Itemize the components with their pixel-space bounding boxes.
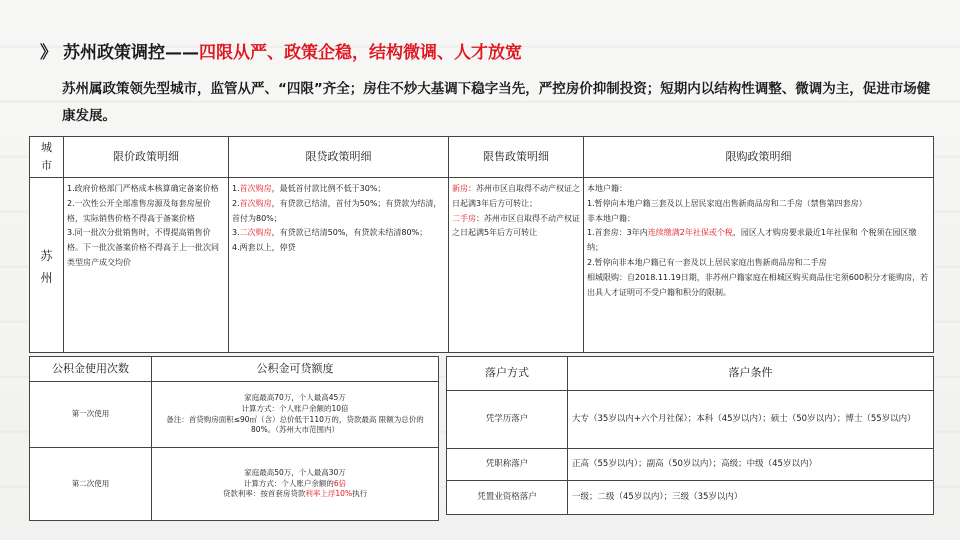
- fund-header-count: 公积金使用次数: [30, 357, 152, 382]
- fund-header: [30, 357, 439, 382]
- header-loan: 限贷政策明细: [229, 137, 449, 178]
- fund-row-first: [30, 382, 439, 448]
- purchase-line: 非本地户籍：: [587, 213, 635, 223]
- housing-fund-table: [29, 356, 439, 521]
- price-item: 1.政府价格部门严格成本核算确定备案价格: [67, 184, 219, 193]
- policy-row-suzhou: [30, 178, 934, 353]
- settle-header-condition: 落户条件: [568, 357, 934, 391]
- header-price: 限价政策明细: [64, 137, 229, 178]
- settle-label: 凭置业资格落户: [447, 481, 568, 515]
- title-black: 苏州政策调控——: [63, 43, 199, 63]
- loan-item: 1.首次购房，最低首付款比例不低于30%；: [232, 184, 386, 193]
- settle-value: 大专（35岁以内+六个月社保）；本科（45岁以内）；硕士（50岁以内）；博士（55岁以内）: [568, 391, 934, 449]
- settle-label: 凭职称落户: [447, 449, 568, 481]
- fund-header-amount: 公积金可贷额度: [152, 357, 439, 382]
- header-sale: 限售政策明细: [449, 137, 584, 178]
- header-city: 城 市: [30, 137, 64, 178]
- sale-item: 二手房：苏州市区自取得不动产权证之日起满5年后方可转让: [452, 213, 580, 238]
- settle-value: 正高（55岁以内）；副高（50岁以内）；高级；中级（45岁以内）: [568, 449, 934, 481]
- settle-row: [447, 481, 934, 515]
- fund-label: 第一次使用: [30, 382, 152, 448]
- fund-detail: 家庭最高50万，个人最高30万 计算方式：个人账户余额的6倍 贷款利率：按首套房贷款利率上浮10%执行: [152, 448, 439, 521]
- settle-label: 凭学历落户: [447, 391, 568, 449]
- header-purchase: 限购政策明细: [584, 137, 934, 178]
- title-highlight: 四限从严、政策企稳，结构微调、人才放宽: [199, 43, 522, 63]
- loan-item: 3.二次购房，有贷款已结清50%，有贷款未结清80%；: [232, 228, 428, 238]
- purchase-line: 1.暂停向本地户籍三套及以上居民家庭出售新商品房和二手房（禁售第四套房）: [587, 198, 867, 208]
- purchase-cell: [584, 178, 934, 353]
- price-cell: [64, 178, 229, 353]
- purchase-line: 2.暂停向非本地户籍已有一套及以上居民家庭出售新商品房和二手房: [587, 257, 827, 267]
- settle-row: [447, 449, 934, 481]
- purchase-line: 本地户籍：: [587, 184, 627, 193]
- loan-item: 2.首次购房，有贷款已结清，首付为50%；有贷款为结清，首付为80%；: [232, 198, 442, 223]
- loan-cell: [229, 178, 449, 353]
- purchase-line: 1.首套房：3年内连续缴满2年社保或个税，园区人才购房要求最近1年社保和 个税须在园区缴纳；: [587, 228, 917, 253]
- fund-label: 第二次使用: [30, 448, 152, 521]
- purchase-line: 相城限购：自2018.11.19日期，非苏州户籍家庭在相城区购买商品住宅须600积分才能购房，若出具人才证明可不受户籍和积分的限制。: [587, 272, 929, 297]
- price-item: 3.同一批次分批销售时，不得提高销售价格。下一批次备案价格不得高于上一批次同类型房产成交均价: [67, 228, 219, 267]
- sale-cell: [449, 178, 584, 353]
- fund-row-second: [30, 448, 439, 521]
- settle-header-method: 落户方式: [447, 357, 568, 391]
- policy-table-header: [30, 137, 934, 178]
- price-item: 2.一次性公开全部准售房源及每套房屋价格，实际销售价格不得高于备案价格: [67, 198, 211, 223]
- settle-value: 一级；二级（45岁以内）；三级（35岁以内）: [568, 481, 934, 515]
- settlement-table: [446, 356, 934, 515]
- fund-detail: 家庭最高70万，个人最高45万 计算方式：个人账户余额的10倍 备注：首贷购房面积≤90㎡（含）总价低于110万的，贷款最高 限额为总价的80%。（苏州大市范围内）: [152, 382, 439, 448]
- city-cell: 苏 州: [30, 178, 64, 353]
- sale-item: 新房：苏州市区自取得不动产权证之日起满3年后方可转让；: [452, 184, 580, 208]
- policy-table: [29, 136, 934, 353]
- intro-paragraph: 苏州属政策领先型城市，监管从严、“四限”齐全；房住不炒大基调下稳字当先，严控房价抑制投资；短期内以结构性调整、微调为主，促进市场健康发展。: [62, 81, 931, 124]
- settle-header: [447, 357, 934, 391]
- page-title: [40, 38, 522, 63]
- settle-row: [447, 391, 934, 449]
- loan-item: 4.两套以上，停贷: [232, 243, 296, 253]
- title-arrow-icon: 》: [40, 43, 57, 63]
